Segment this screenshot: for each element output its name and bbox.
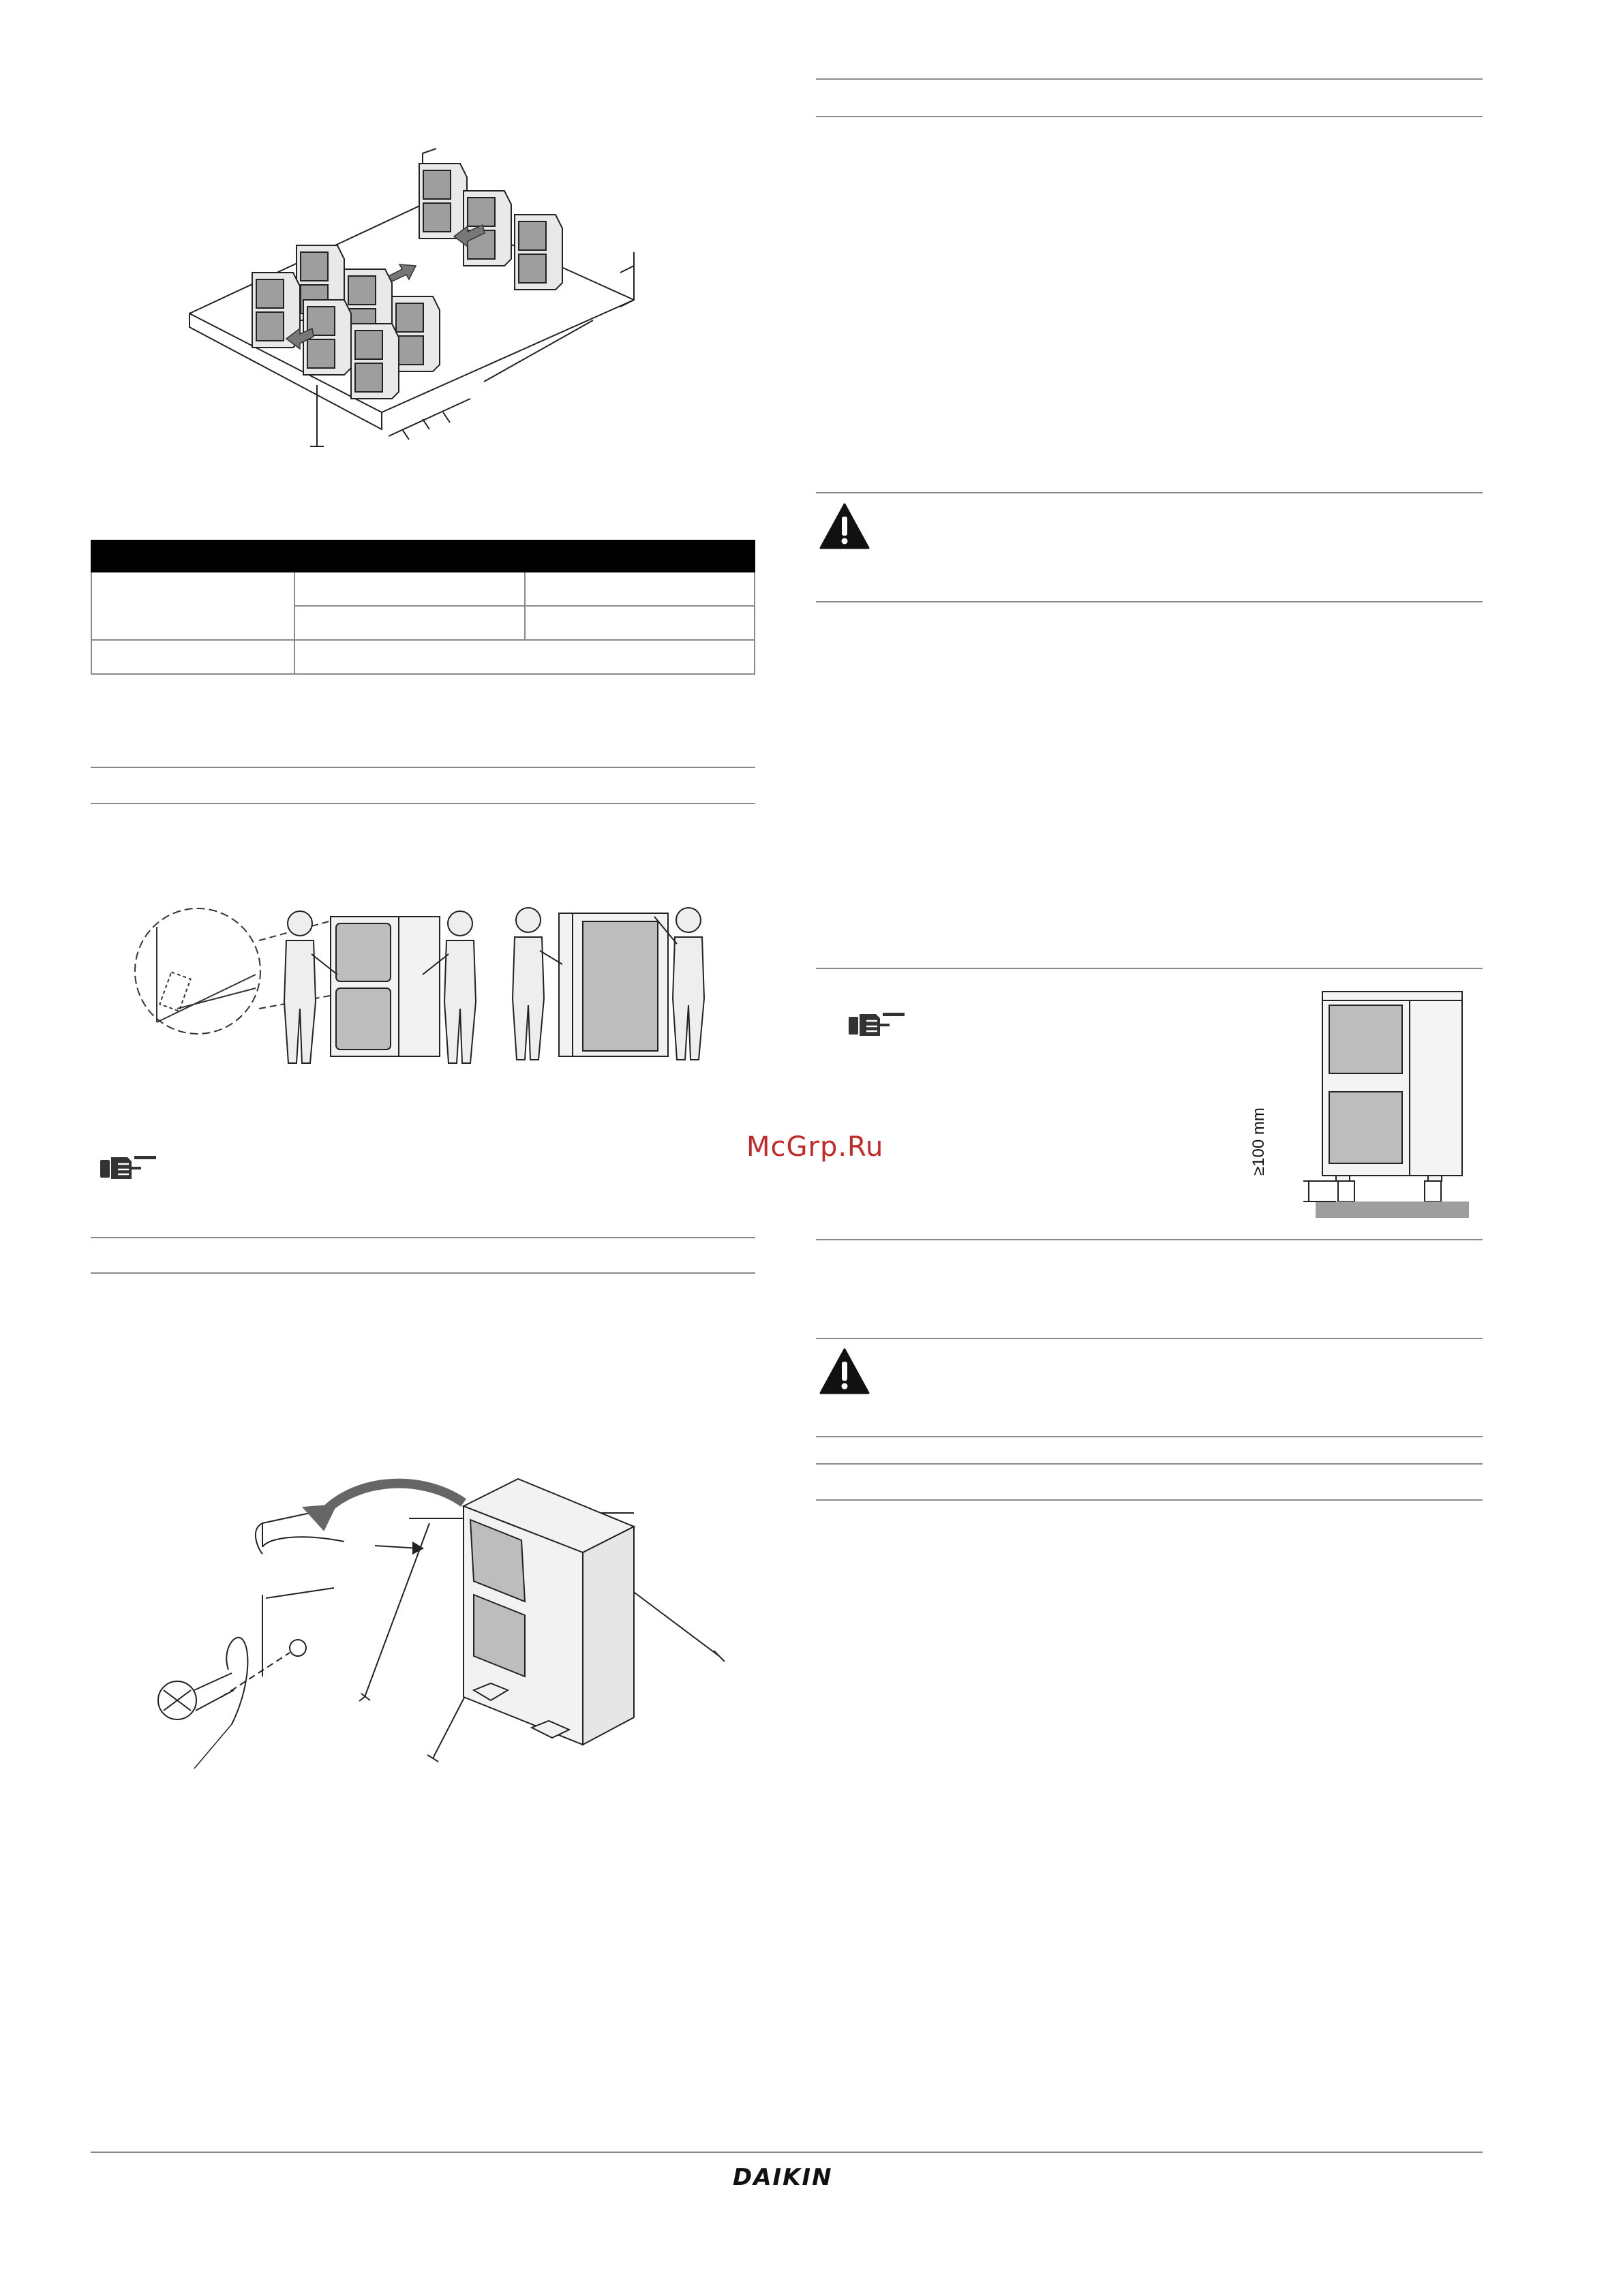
panel-removal-illustration [119,1465,746,1779]
table-header-cell [91,540,755,572]
section-divider [816,1499,1483,1501]
unit-carrying-illustration [136,893,736,1070]
warning-triangle-icon [819,1348,870,1394]
footer-divider [91,2152,1483,2153]
table-cell [525,606,755,640]
multi-unit-installation-illustration [184,143,648,463]
table-cell [91,572,294,640]
section-divider [816,492,1483,493]
section-divider [816,601,1483,602]
brand-logo: DAIKIN [733,2164,833,2191]
section-divider [816,78,1483,80]
specification-table [91,540,755,675]
table-cell [294,572,525,606]
section-divider [816,1436,1483,1437]
table-header-row [91,540,755,572]
table-cell [294,606,525,640]
pointing-hand-note-icon [100,1153,156,1184]
table-cell [525,572,755,606]
pointing-hand-note-icon [849,1010,905,1041]
section-divider [816,1239,1483,1240]
section-divider [91,767,755,768]
section-divider [816,1338,1483,1339]
watermark-text: McGrp.Ru [746,1131,884,1163]
section-divider [91,1237,755,1238]
table-cell [91,640,294,674]
section-divider [91,803,755,804]
table-cell [294,640,755,674]
table-row [91,640,755,674]
section-divider [816,968,1483,969]
section-divider [816,1463,1483,1465]
clearance-dimension-label: ≥100 mm [1249,1107,1268,1176]
section-divider [816,116,1483,117]
table-row [91,572,755,606]
section-divider [91,1272,755,1274]
warning-triangle-icon [819,503,870,549]
ground-clearance-figure [1281,988,1479,1234]
